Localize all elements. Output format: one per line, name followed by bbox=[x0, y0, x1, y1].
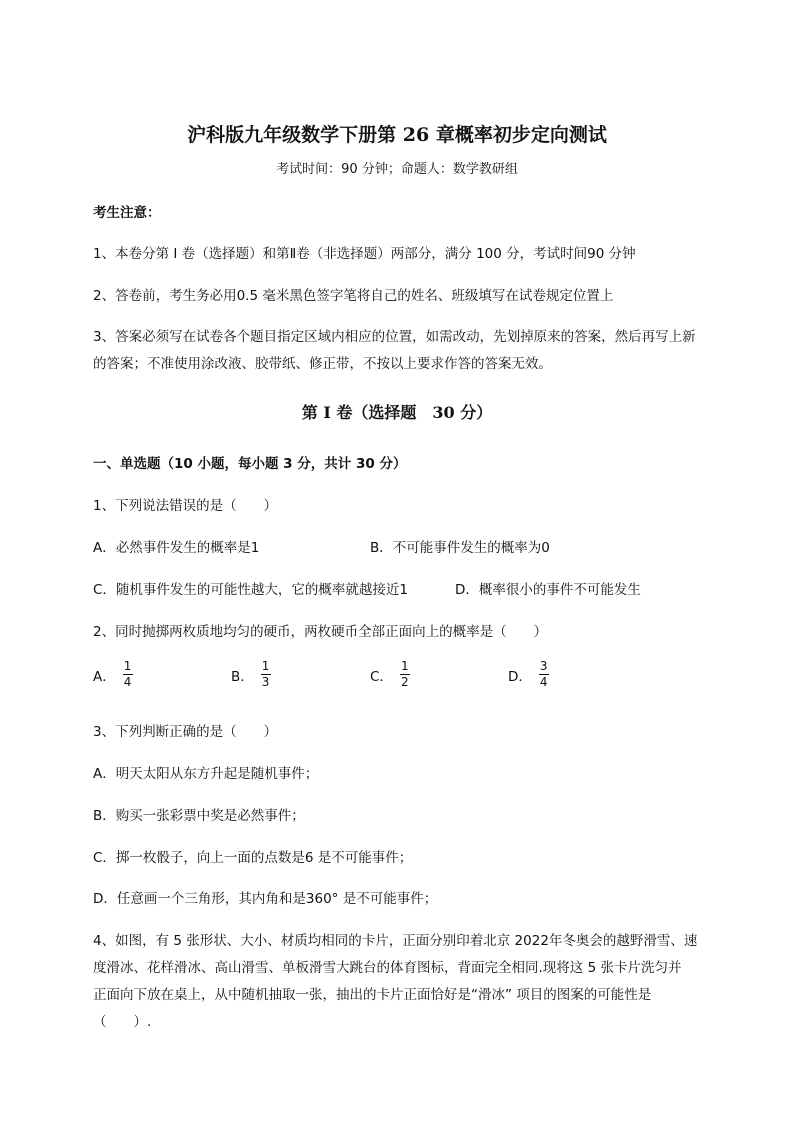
fraction-numerator: 1 bbox=[400, 659, 409, 673]
notice-item-2: 2、答卷前，考生务必用0.5 毫米黑色签字笔将自己的姓名、班级填写在试卷规定位置上 bbox=[93, 288, 614, 304]
page-title: 沪科版九年级数学下册第 26 章概率初步定向测试 bbox=[187, 124, 607, 146]
q2-option-a-label: A． bbox=[93, 668, 116, 685]
q4-stem-line-4: （ ）. bbox=[93, 1014, 152, 1030]
section-title: 第 I 卷（选择题 30 分） bbox=[301, 403, 493, 422]
page-subtitle: 考试时间：90 分钟；命题人：数学教研组 bbox=[276, 162, 518, 177]
fraction-denominator: 4 bbox=[123, 675, 132, 689]
fraction-numerator: 1 bbox=[123, 659, 132, 673]
fraction-numerator: 3 bbox=[539, 659, 548, 673]
q1-option-d: D．概率很小的事件不可能发生 bbox=[455, 582, 641, 598]
notice-heading: 考生注意： bbox=[93, 205, 161, 221]
q2-option-c-label: C． bbox=[370, 668, 393, 685]
q3-option-b: B．购买一张彩票中奖是必然事件； bbox=[93, 808, 305, 824]
q4-stem-line-3: 正面向下放在桌上，从中随机抽取一张，抽出的卡片正面恰好是“滑冰” 项目的图案的可能性是 bbox=[93, 987, 652, 1003]
q2-option-d bbox=[508, 660, 550, 689]
q4-stem-line-2: 度滑冰、花样滑冰、高山滑雪、单板滑雪大跳台的体育图标，背面完全相同.现将这 5 张卡片洗匀并 bbox=[93, 960, 682, 976]
notice-item-3-cont: 的答案；不准使用涂改液、胶带纸、修正带，不按以上要求作答的答案无效。 bbox=[93, 356, 552, 372]
q2-option-a-fraction bbox=[122, 660, 134, 689]
q3-option-a: A．明天太阳从东方升起是随机事件； bbox=[93, 766, 319, 782]
q3-stem: 3、下列判断正确的是（ ） bbox=[93, 724, 278, 740]
notice-item-3: 3、答案必须写在试卷各个题目指定区域内相应的位置，如需改动，先划掉原来的答案，然后再写上新 bbox=[93, 329, 696, 345]
q1-stem: 1、下列说法错误的是（ ） bbox=[93, 498, 278, 514]
fraction-denominator: 3 bbox=[261, 675, 270, 689]
q2-option-b-fraction bbox=[260, 660, 272, 689]
q2-option-b-label: B． bbox=[231, 668, 254, 685]
q2-stem: 2、同时抛掷两枚质地均匀的硬币，两枚硬币全部正面向上的概率是（ ） bbox=[93, 624, 548, 640]
q2-option-b bbox=[231, 660, 271, 689]
fraction-denominator: 2 bbox=[400, 675, 409, 689]
q3-option-c: C．掷一枚骰子，向上一面的点数是6 是不可能事件； bbox=[93, 850, 413, 866]
part-heading: 一、单选题（10 小题，每小题 3 分，共计 30 分） bbox=[93, 456, 407, 472]
q3-option-d: D．任意画一个三角形，其内角和是360° 是不可能事件； bbox=[93, 891, 438, 907]
q1-option-b: B．不可能事件发生的概率为0 bbox=[370, 540, 550, 556]
q1-option-c: C．随机事件发生的可能性越大，它的概率就越接近1 bbox=[93, 582, 409, 598]
notice-item-1: 1、本卷分第 I 卷（选择题）和第Ⅱ卷（非选择题）两部分，满分 100 分，考试时间90 分钟 bbox=[93, 246, 636, 262]
q2-option-a bbox=[93, 660, 133, 689]
fraction-denominator: 4 bbox=[539, 675, 548, 689]
q2-option-d-label: D． bbox=[508, 668, 532, 685]
fraction-numerator: 1 bbox=[261, 659, 270, 673]
q2-option-d-fraction bbox=[538, 660, 550, 689]
q2-option-c-fraction bbox=[399, 660, 411, 689]
q1-option-a: A．必然事件发生的概率是1 bbox=[93, 540, 260, 556]
q4-stem-line-1: 4、如图，有 5 张形状、大小、材质均相同的卡片，正面分别印着北京 2022年冬奥会的越野滑雪、速 bbox=[93, 933, 698, 949]
q2-option-c bbox=[370, 660, 411, 689]
